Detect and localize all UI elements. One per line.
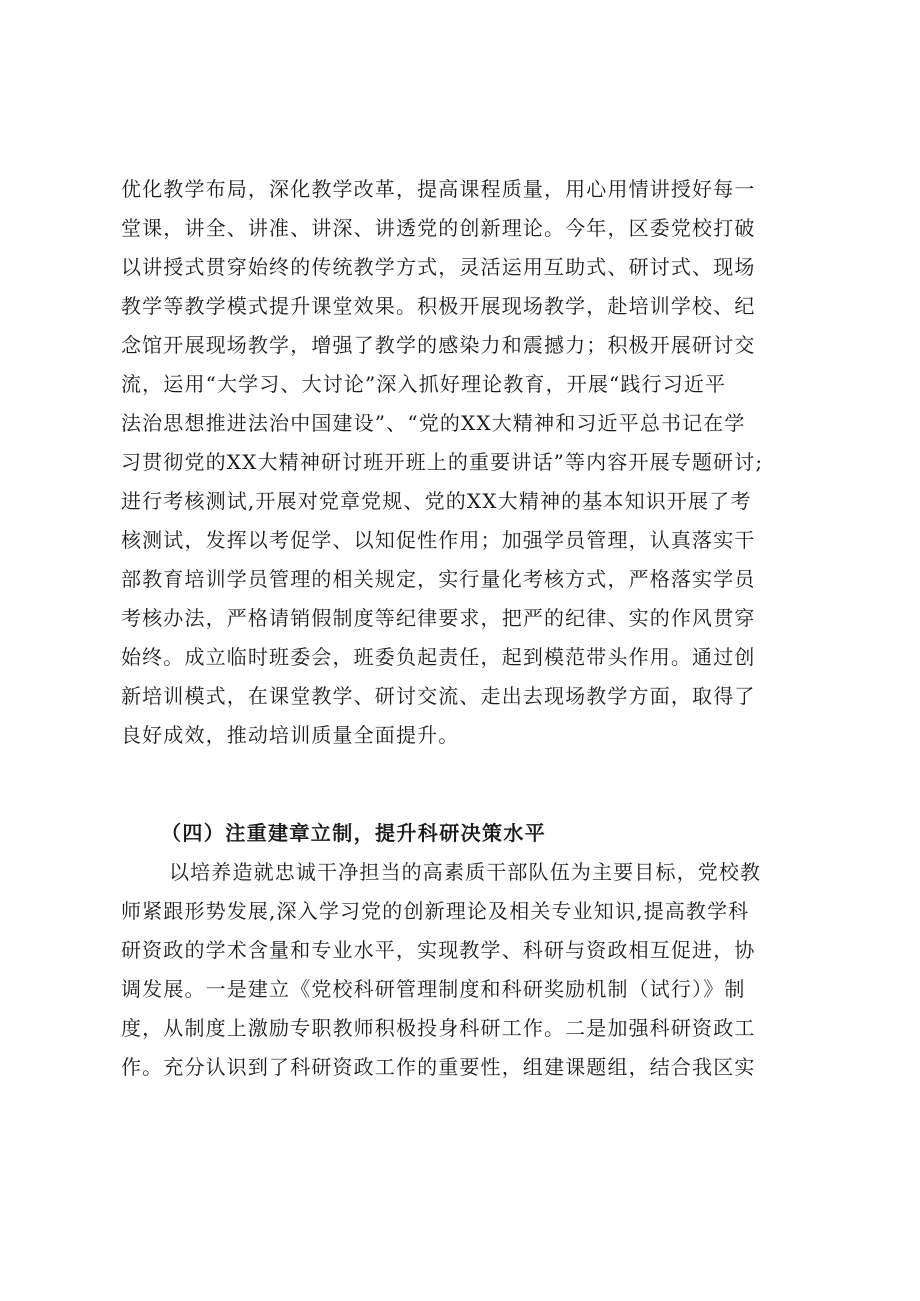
paragraph-line: 教学等教学模式提升课堂效果。积极开展现场教学，赴培训学校、纪 bbox=[121, 294, 756, 318]
section-heading-four bbox=[121, 814, 821, 853]
paragraph-line: 法治思想推进法治中国建设”、“党的XX大精神和习近平总书记在学 bbox=[121, 411, 746, 435]
paragraph-line: 师紧跟形势发展,深入学习党的创新理论及相关专业知识,提高教学科 bbox=[121, 899, 750, 923]
section-heading-text: （四）注重建章立制，提升科研决策水平 bbox=[161, 821, 547, 845]
paragraph-line: 堂课，讲全、讲准、讲深、讲透党的创新理论。今年，区委党校打破 bbox=[121, 216, 756, 240]
paragraph-line: 新培训模式，在课堂教学、研讨交流、走出去现场教学方面，取得了 bbox=[121, 684, 756, 708]
paragraph-line: 念馆开展现场教学，增强了教学的感染力和震撼力；积极开展研讨交 bbox=[121, 333, 756, 357]
paragraph-line: 度，从制度上激励专职教师积极投身科研工作。二是加强科研资政工 bbox=[121, 1016, 756, 1040]
paragraph-line: 习贯彻党的XX大精神研讨班开班上的重要讲话”等内容开展专题研讨; bbox=[121, 450, 764, 474]
paragraph-line: 核测试，发挥以考促学、以知促性作用；加强学员管理，认真落实干 bbox=[121, 528, 756, 552]
paragraph-line: 以讲授式贯穿始终的传统教学方式，灵活运用互助式、研讨式、现场 bbox=[121, 255, 756, 279]
paragraph-line: 良好成效，推动培训质量全面提升。 bbox=[121, 723, 460, 747]
paragraph-line: 以培养造就忠诚干净担当的高素质干部队伍为主要目标，党校教 bbox=[169, 860, 762, 884]
body-paragraph-teaching bbox=[121, 170, 821, 755]
paragraph-line: 考核办法，严格请销假制度等纪律要求，把严的纪律、实的作风贯穿 bbox=[121, 606, 756, 630]
paragraph-line: 进行考核测试,开展对党章党规、党的XX大精神的基本知识开展了考 bbox=[121, 489, 752, 513]
paragraph-line: 研资政的学术含量和专业水平，实现教学、科研与资政相互促进，协 bbox=[121, 938, 756, 962]
paragraph-line: 调发展。一是建立《党校科研管理制度和科研奖励机制（试行）》制 bbox=[121, 977, 746, 1001]
paragraph-line: 作。充分认识到了科研资政工作的重要性，组建课题组，结合我区实 bbox=[121, 1055, 756, 1079]
paragraph-line: 始终。成立临时班委会，班委负起责任，起到模范带头作用。通过创 bbox=[121, 645, 756, 669]
paragraph-line: 部教育培训学员管理的相关规定，实行量化考核方式，严格落实学员 bbox=[121, 567, 756, 591]
paragraph-line: 优化教学布局，深化教学改革，提高课程质量，用心用情讲授好每一 bbox=[121, 177, 756, 201]
paragraph-line: 流，运用“大学习、大讨论”深入抓好理论教育，开展“践行习近平 bbox=[121, 372, 727, 396]
body-paragraph-research bbox=[121, 853, 821, 1087]
